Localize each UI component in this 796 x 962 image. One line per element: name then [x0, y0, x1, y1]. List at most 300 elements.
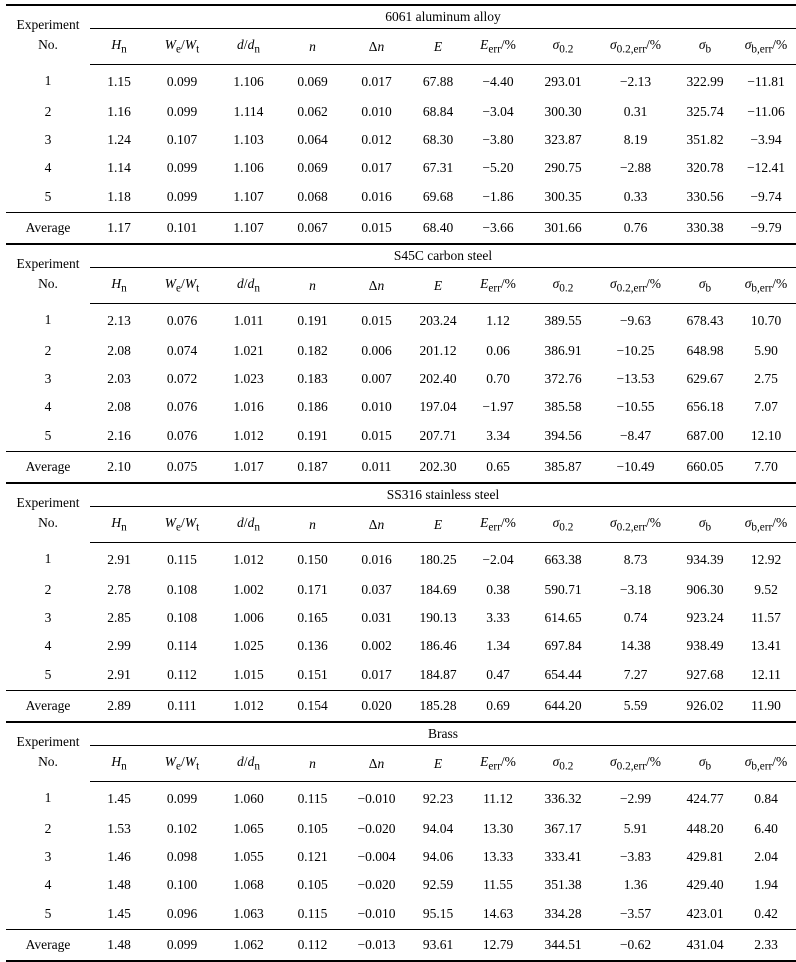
- table-row: [6, 871, 796, 899]
- table-cell: 2.08: [107, 399, 131, 414]
- table-cell: 3.34: [486, 428, 510, 443]
- table-cell: 0.105: [297, 877, 328, 892]
- table-cell: 68.84: [422, 104, 454, 119]
- section-title: SS316 stainless steel: [90, 483, 796, 507]
- table-cell: 1.011: [233, 312, 264, 328]
- table-cell: 186.46: [419, 638, 457, 653]
- table-cell: −13.53: [616, 371, 655, 386]
- table-cell: 1.107: [233, 189, 264, 204]
- column-header: $\sigma_{b,err}/\%$: [736, 746, 796, 782]
- experiment-number: 3: [44, 849, 52, 864]
- average-label: Average: [6, 930, 90, 962]
- average-cell: 12.79: [467, 930, 529, 962]
- table-cell: 1.48: [107, 877, 131, 892]
- table-cell: 0.121: [297, 849, 328, 864]
- table-cell: 2.99: [107, 638, 131, 653]
- table-cell: 0.114: [167, 638, 197, 653]
- table-cell: 0.47: [486, 667, 510, 682]
- table-cell: 629.67: [686, 371, 724, 386]
- table-cell: 3.33: [486, 610, 510, 625]
- column-header: $E_{err}/\%$: [467, 29, 529, 65]
- table-cell: 590.71: [544, 582, 582, 597]
- table-row: [6, 337, 796, 365]
- table-cell: −3.94: [750, 132, 782, 147]
- average-cell: 0.187: [281, 452, 344, 484]
- table-cell: 207.71: [419, 428, 457, 443]
- table-cell: 7.27: [623, 667, 648, 682]
- table-cell: 663.38: [544, 551, 582, 567]
- table-row: [6, 604, 796, 632]
- table-cell: 92.59: [422, 877, 454, 892]
- experiment-header-label: No.: [38, 276, 58, 292]
- table-cell: 14.38: [620, 638, 651, 653]
- experiment-header-label: Experiment: [16, 256, 80, 272]
- table-cell: 367.17: [544, 821, 582, 836]
- experiment-number: 4: [44, 160, 52, 175]
- table-cell: 201.12: [419, 343, 457, 358]
- experiment-number: 4: [44, 877, 52, 892]
- table-cell: −3.04: [482, 104, 514, 119]
- table-cell: 10.70: [750, 312, 782, 328]
- column-header: E: [409, 746, 467, 782]
- table-cell: 202.40: [419, 371, 457, 386]
- experiment-number: 4: [44, 638, 52, 653]
- column-header-row: [6, 507, 796, 543]
- experiment-header-label: Experiment: [16, 734, 80, 750]
- table-cell: 300.35: [544, 189, 582, 204]
- table-cell: 2.13: [107, 312, 131, 328]
- experiment-number: 3: [44, 132, 52, 147]
- table-cell: 0.31: [623, 104, 648, 119]
- average-cell: 644.20: [529, 691, 597, 723]
- table-cell: 0.037: [361, 582, 392, 597]
- column-header: n: [281, 29, 344, 65]
- table-cell: 0.108: [166, 582, 198, 597]
- table-cell: 11.55: [483, 877, 513, 892]
- table-cell: −0.020: [357, 877, 396, 892]
- table-body: [6, 5, 796, 961]
- table-cell: −2.13: [619, 73, 652, 89]
- table-cell: 1.025: [233, 638, 264, 653]
- table-row: [6, 182, 796, 213]
- table-cell: −3.83: [619, 849, 652, 864]
- column-header: E: [409, 268, 467, 304]
- average-row: [6, 691, 796, 723]
- table-cell: −11.81: [747, 73, 785, 89]
- table-cell: 293.01: [544, 73, 582, 89]
- column-header: $E_{err}/\%$: [467, 507, 529, 543]
- table-cell: 351.82: [686, 132, 724, 147]
- column-header: $H_n$: [90, 746, 148, 782]
- table-cell: 13.33: [482, 849, 514, 864]
- table-cell: 0.072: [166, 371, 198, 386]
- average-cell: 1.062: [216, 930, 281, 962]
- table-cell: 0.38: [486, 582, 510, 597]
- average-cell: 2.89: [90, 691, 148, 723]
- table-cell: 322.99: [686, 73, 724, 89]
- table-cell: 0.191: [297, 428, 328, 443]
- table-cell: 0.74: [623, 610, 648, 625]
- table-cell: 67.31: [422, 160, 454, 175]
- table-cell: 424.77: [686, 790, 724, 806]
- average-cell: 0.69: [467, 691, 529, 723]
- table-cell: 2.91: [107, 551, 131, 567]
- column-header: E: [409, 29, 467, 65]
- table-cell: 2.85: [107, 610, 131, 625]
- table-cell: 0.165: [297, 610, 328, 625]
- table-cell: 0.112: [167, 667, 197, 682]
- table-cell: 2.03: [107, 371, 131, 386]
- experiment-number: 1: [44, 73, 52, 89]
- experiment-number: 5: [44, 667, 52, 682]
- table-cell: 9.52: [754, 582, 778, 597]
- table-cell: 1.18: [107, 189, 131, 204]
- table-cell: 1.106: [233, 73, 264, 89]
- table-row: [6, 393, 796, 421]
- average-cell: 344.51: [529, 930, 597, 962]
- average-cell: 0.015: [344, 213, 409, 245]
- average-cell: 1.107: [216, 213, 281, 245]
- table-cell: 372.76: [544, 371, 582, 386]
- column-header: $\sigma_b$: [674, 268, 736, 304]
- average-cell: 1.17: [90, 213, 148, 245]
- table-cell: −10.55: [616, 399, 655, 414]
- table-cell: 1.060: [233, 790, 264, 806]
- table-cell: 0.010: [361, 399, 392, 414]
- table-cell: 13.30: [482, 821, 514, 836]
- column-header: n: [281, 268, 344, 304]
- table-cell: 429.40: [686, 877, 724, 892]
- table-cell: 203.24: [419, 312, 457, 328]
- table-cell: 12.92: [750, 551, 782, 567]
- table-cell: 0.107: [166, 132, 198, 147]
- table-cell: 0.099: [166, 189, 198, 204]
- experiment-number: 2: [44, 104, 52, 119]
- experiment-header-label: Experiment: [16, 495, 80, 511]
- table-cell: 0.171: [297, 582, 328, 597]
- table-cell: 656.18: [686, 399, 724, 414]
- average-label: Average: [6, 691, 90, 723]
- table-cell: 0.06: [486, 343, 510, 358]
- experiment-header-label: Experiment: [16, 17, 80, 33]
- table-cell: 1.006: [233, 610, 264, 625]
- table-cell: 0.191: [297, 312, 328, 328]
- average-cell: 11.90: [736, 691, 796, 723]
- column-header: $W_e/W_t$: [148, 746, 216, 782]
- table-cell: 0.076: [166, 312, 198, 328]
- table-cell: 1.94: [754, 877, 778, 892]
- table-cell: 0.074: [166, 343, 198, 358]
- column-header: $\sigma_{0.2}$: [529, 746, 597, 782]
- table-cell: −2.04: [482, 551, 514, 567]
- table-cell: 0.002: [361, 638, 392, 653]
- table-cell: −1.97: [482, 399, 514, 414]
- table-cell: 0.150: [297, 551, 328, 567]
- table-cell: 1.12: [486, 312, 510, 328]
- table-cell: −9.74: [750, 189, 782, 204]
- table-cell: 386.91: [544, 343, 582, 358]
- table-cell: 5.90: [754, 343, 778, 358]
- average-cell: −3.66: [467, 213, 529, 245]
- average-row: [6, 930, 796, 962]
- column-header: $W_e/W_t$: [148, 268, 216, 304]
- table-cell: 906.30: [686, 582, 724, 597]
- experiment-number: 1: [44, 312, 52, 328]
- column-header: $\sigma_{0.2}$: [529, 507, 597, 543]
- table-cell: 0.010: [361, 104, 392, 119]
- table-cell: 330.56: [686, 189, 724, 204]
- average-cell: 301.66: [529, 213, 597, 245]
- table-cell: 1.012: [233, 551, 264, 567]
- column-header: $\sigma_{0.2,err}/\%$: [597, 746, 674, 782]
- table-cell: 8.73: [623, 551, 648, 567]
- table-cell: 0.182: [297, 343, 328, 358]
- table-cell: 1.016: [233, 399, 264, 414]
- table-cell: 0.151: [297, 667, 328, 682]
- average-cell: 1.017: [216, 452, 281, 484]
- table-cell: 1.114: [233, 104, 264, 119]
- table-cell: 1.002: [233, 582, 264, 597]
- table-cell: 0.068: [297, 189, 328, 204]
- column-header: $\sigma_{0.2,err}/\%$: [597, 507, 674, 543]
- table-cell: 654.44: [544, 667, 582, 682]
- average-cell: 0.154: [281, 691, 344, 723]
- table-cell: 0.006: [361, 343, 392, 358]
- table-cell: −8.47: [619, 428, 652, 443]
- table-cell: −11.06: [747, 104, 785, 119]
- table-cell: 385.58: [544, 399, 582, 414]
- table-cell: 0.33: [623, 189, 648, 204]
- table-cell: 0.115: [167, 551, 197, 567]
- table-cell: 0.096: [166, 906, 198, 921]
- experiment-header-label: No.: [38, 37, 58, 53]
- average-cell: 5.59: [597, 691, 674, 723]
- experiment-number: 4: [44, 399, 52, 414]
- average-cell: 330.38: [674, 213, 736, 245]
- column-header: $\sigma_{0.2,err}/\%$: [597, 29, 674, 65]
- experiment-number: 5: [44, 428, 52, 443]
- table-cell: 333.41: [544, 849, 582, 864]
- average-cell: 660.05: [674, 452, 736, 484]
- table-cell: 300.30: [544, 104, 582, 119]
- table-cell: 0.105: [297, 821, 328, 836]
- experiment-no-header: [6, 244, 90, 304]
- column-header: $\sigma_{0.2}$: [529, 268, 597, 304]
- table-cell: 394.56: [544, 428, 582, 443]
- column-header: Δn: [344, 29, 409, 65]
- average-label: Average: [6, 213, 90, 245]
- experiment-number: 1: [44, 790, 52, 806]
- table-cell: −1.86: [482, 189, 514, 204]
- table-cell: 1.055: [233, 849, 264, 864]
- column-header: Δn: [344, 746, 409, 782]
- average-cell: 385.87: [529, 452, 597, 484]
- table-cell: 0.42: [754, 906, 778, 921]
- table-cell: 1.065: [233, 821, 264, 836]
- column-header: n: [281, 507, 344, 543]
- table-cell: 0.099: [166, 790, 198, 806]
- table-cell: −2.88: [619, 160, 652, 175]
- table-cell: 0.099: [166, 160, 198, 175]
- average-cell: 202.30: [409, 452, 467, 484]
- table-row: [6, 421, 796, 452]
- average-cell: 2.10: [90, 452, 148, 484]
- table-cell: 0.016: [361, 551, 392, 567]
- table-cell: −0.010: [357, 790, 396, 806]
- column-header: $\sigma_{b,err}/\%$: [736, 29, 796, 65]
- table-cell: 687.00: [686, 428, 724, 443]
- table-cell: 2.08: [107, 343, 131, 358]
- column-header: $H_n$: [90, 268, 148, 304]
- table-cell: 0.098: [166, 849, 198, 864]
- table-cell: 1.36: [623, 877, 648, 892]
- table-cell: 1.45: [107, 906, 131, 921]
- table-cell: 0.108: [166, 610, 198, 625]
- experiment-number: 3: [44, 371, 52, 386]
- table-cell: 0.076: [166, 428, 198, 443]
- average-cell: −9.79: [736, 213, 796, 245]
- average-cell: 0.111: [148, 691, 216, 723]
- table-row: [6, 126, 796, 154]
- table-cell: 69.68: [422, 189, 454, 204]
- table-cell: 0.017: [361, 160, 392, 175]
- column-header: $E_{err}/\%$: [467, 746, 529, 782]
- experiment-number: 2: [44, 821, 52, 836]
- table-cell: −4.40: [482, 73, 514, 89]
- table-cell: 0.012: [361, 132, 392, 147]
- experiment-number: 3: [44, 610, 52, 625]
- section-title-row: [6, 722, 796, 746]
- column-header-row: [6, 746, 796, 782]
- column-header: $\sigma_b$: [674, 29, 736, 65]
- average-label: Average: [6, 452, 90, 484]
- column-header: $E_{err}/\%$: [467, 268, 529, 304]
- table-row: [6, 65, 796, 99]
- experiment-number: 2: [44, 343, 52, 358]
- table-cell: 0.017: [361, 667, 392, 682]
- table-cell: 0.102: [166, 821, 198, 836]
- table-cell: 2.16: [107, 428, 131, 443]
- average-cell: 68.40: [409, 213, 467, 245]
- section-title-row: [6, 483, 796, 507]
- table-cell: 0.186: [297, 399, 328, 414]
- column-header: $d/d_n$: [216, 29, 281, 65]
- average-row: [6, 452, 796, 484]
- table-cell: 1.021: [233, 343, 264, 358]
- table-cell: 923.24: [686, 610, 724, 625]
- average-cell: 0.099: [148, 930, 216, 962]
- column-header: $W_e/W_t$: [148, 29, 216, 65]
- table-cell: 2.78: [107, 582, 131, 597]
- table-cell: 0.099: [166, 104, 198, 119]
- table-row: [6, 543, 796, 577]
- experiment-number: 1: [44, 551, 52, 567]
- experiment-header-label: No.: [38, 754, 58, 770]
- experiment-number: 2: [44, 582, 52, 597]
- average-cell: 0.075: [148, 452, 216, 484]
- table-cell: 1.068: [233, 877, 264, 892]
- table-cell: 0.069: [297, 73, 328, 89]
- table-cell: −10.25: [616, 343, 655, 358]
- table-cell: 180.25: [419, 551, 457, 567]
- column-header: E: [409, 507, 467, 543]
- average-cell: 0.112: [281, 930, 344, 962]
- average-cell: 93.61: [409, 930, 467, 962]
- table-cell: 423.01: [686, 906, 724, 921]
- table-cell: 0.007: [361, 371, 392, 386]
- results-table: [6, 4, 796, 962]
- column-header: $W_e/W_t$: [148, 507, 216, 543]
- table-cell: 290.75: [544, 160, 582, 175]
- table-cell: 334.28: [544, 906, 582, 921]
- table-cell: 1.106: [233, 160, 264, 175]
- section-title: Brass: [90, 722, 796, 746]
- average-cell: 185.28: [409, 691, 467, 723]
- experiment-number: 5: [44, 906, 52, 921]
- table-cell: 678.43: [686, 312, 724, 328]
- section-title-row: [6, 5, 796, 29]
- experiment-no-header: [6, 483, 90, 543]
- table-cell: 448.20: [686, 821, 724, 836]
- table-row: [6, 660, 796, 691]
- experiment-number: 5: [44, 189, 52, 204]
- table-cell: 927.68: [686, 667, 724, 682]
- table-cell: 0.015: [361, 312, 392, 328]
- experiment-no-header: [6, 722, 90, 782]
- average-cell: 1.012: [216, 691, 281, 723]
- table-cell: 1.023: [233, 371, 264, 386]
- average-cell: −0.62: [597, 930, 674, 962]
- column-header-row: [6, 29, 796, 65]
- table-cell: 197.04: [419, 399, 457, 414]
- table-cell: 0.015: [361, 428, 392, 443]
- table-cell: −0.020: [357, 821, 396, 836]
- table-cell: −0.010: [357, 906, 396, 921]
- average-cell: 431.04: [674, 930, 736, 962]
- table-row: [6, 782, 796, 816]
- table-cell: 7.07: [754, 399, 778, 414]
- table-row: [6, 304, 796, 338]
- table-cell: 0.064: [297, 132, 328, 147]
- table-cell: 2.91: [107, 667, 131, 682]
- average-cell: 926.02: [674, 691, 736, 723]
- column-header: $\sigma_{b,err}/\%$: [736, 268, 796, 304]
- average-cell: 1.48: [90, 930, 148, 962]
- table-cell: 184.69: [419, 582, 457, 597]
- average-cell: −0.013: [344, 930, 409, 962]
- table-cell: −2.99: [619, 790, 652, 806]
- table-cell: 320.78: [686, 160, 724, 175]
- table-cell: 429.81: [686, 849, 724, 864]
- table-cell: 1.34: [486, 638, 510, 653]
- table-row: [6, 632, 796, 660]
- table-cell: 325.74: [686, 104, 724, 119]
- column-header: $\sigma_b$: [674, 746, 736, 782]
- table-cell: 0.115: [297, 906, 328, 921]
- column-header: $\sigma_{0.2}$: [529, 29, 597, 65]
- table-cell: 1.015: [233, 667, 264, 682]
- table-cell: 0.076: [166, 399, 198, 414]
- table-row: [6, 576, 796, 604]
- table-cell: 934.39: [686, 551, 724, 567]
- column-header: n: [281, 746, 344, 782]
- table-cell: 323.87: [544, 132, 582, 147]
- average-cell: 7.70: [736, 452, 796, 484]
- column-header: Δn: [344, 268, 409, 304]
- column-header-row: [6, 268, 796, 304]
- table-cell: −5.20: [482, 160, 514, 175]
- column-header: $d/d_n$: [216, 746, 281, 782]
